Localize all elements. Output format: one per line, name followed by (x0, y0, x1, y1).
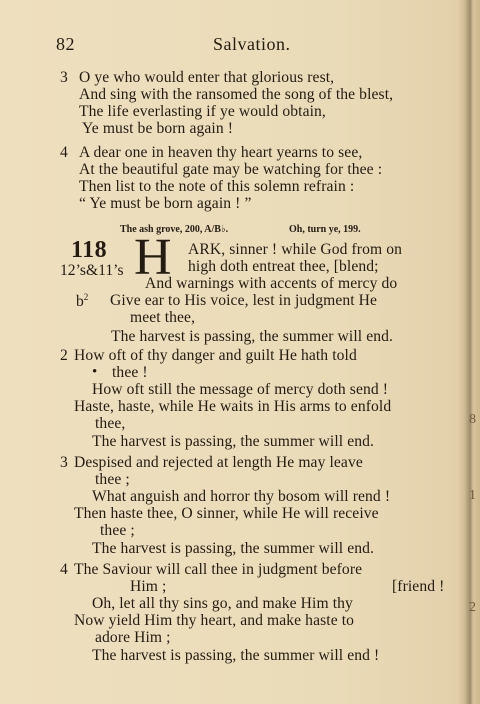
verse-line: meet thee, (130, 309, 196, 326)
verse-line: Then haste thee, O sinner, while He will receive (74, 505, 379, 522)
stanza-number: 3 (60, 69, 68, 86)
verse-line: thee ; (95, 471, 130, 488)
verse-line: At the beautiful gate may be watching for thee : (79, 161, 383, 178)
verse-line: ARK, sinner ! while God from on (188, 241, 403, 258)
verse-line: The harvest is passing, the summer will end. (92, 433, 375, 450)
verse-line: The harvest is passing, the summer will end. (111, 328, 394, 345)
verse-line: high doth entreat thee, [blend; (188, 258, 379, 275)
verse-line: Give ear to His voice, lest in judgment He (110, 292, 378, 309)
verse-line: A dear one in heaven thy heart yearns to see, (79, 144, 363, 161)
hymn-meter: 12’s&11’s (60, 262, 124, 279)
edge-mark: 1 (469, 488, 476, 503)
edge-mark: 2 (469, 600, 476, 615)
verse-line: How oft still the message of mercy doth send ! (92, 381, 389, 398)
verse-line: Then list to the note of this solemn refrain : (79, 178, 355, 195)
verse-line: The harvest is passing, the summer will end. (92, 540, 375, 557)
verse-line: Haste, haste, while He waits in His arms to enfold (74, 398, 392, 415)
verse-line: “ Ye must be born again ! ” (79, 195, 252, 212)
tune-reference: The ash grove, 200, A/B♭. (120, 224, 229, 235)
verse-line: The life everlasting if ye would obtain, (79, 103, 326, 120)
edge-mark: 8 (469, 412, 476, 427)
verse-line: Despised and rejected at length He may leave (74, 454, 363, 471)
tune-reference-alt: Oh, turn ye, 199. (289, 224, 361, 235)
page-number: 82 (56, 34, 75, 54)
verse-line: What anguish and horror thy bosom will rend ! (92, 488, 391, 505)
verse-line: thee ! (112, 364, 148, 381)
verse-line: [friend ! (392, 578, 445, 595)
hymn-key (76, 292, 88, 311)
key-letter: b (76, 293, 84, 311)
key-superscript: 2 (83, 292, 89, 302)
page-edge-shadow (458, 0, 480, 704)
verse-line: thee, (95, 415, 126, 432)
stanza-number: 4 (60, 561, 68, 578)
verse-line: Now yield Him thy heart, and make haste to (74, 612, 355, 629)
verse-line: Oh, let all thy sins go, and make Him thy (92, 595, 353, 612)
verse-line: The harvest is passing, the summer will end ! (92, 647, 380, 664)
verse-line: And warnings with accents of mercy do (145, 275, 398, 292)
page-title: Salvation. (213, 34, 291, 54)
verse-line: thee ; (100, 522, 135, 539)
stanza-number: 3 (60, 454, 68, 471)
bullet-mark: • (92, 364, 98, 380)
verse-line: The Saviour will call thee in judgment before (74, 561, 363, 578)
verse-line: Him ; (130, 578, 167, 595)
drop-cap: H (134, 229, 172, 286)
verse-line: adore Him ; (95, 629, 171, 646)
stanza-number: 4 (60, 144, 68, 161)
verse-line: How oft of thy danger and guilt He hath told (74, 347, 357, 364)
verse-line: And sing with the ransomed the song of the blest, (79, 86, 394, 103)
verse-line: Ye must be born again ! (82, 120, 234, 137)
stanza-number: 2 (60, 347, 68, 364)
verse-line: O ye who would enter that glorious rest, (79, 69, 335, 86)
hymn-number: 118 (71, 237, 108, 263)
